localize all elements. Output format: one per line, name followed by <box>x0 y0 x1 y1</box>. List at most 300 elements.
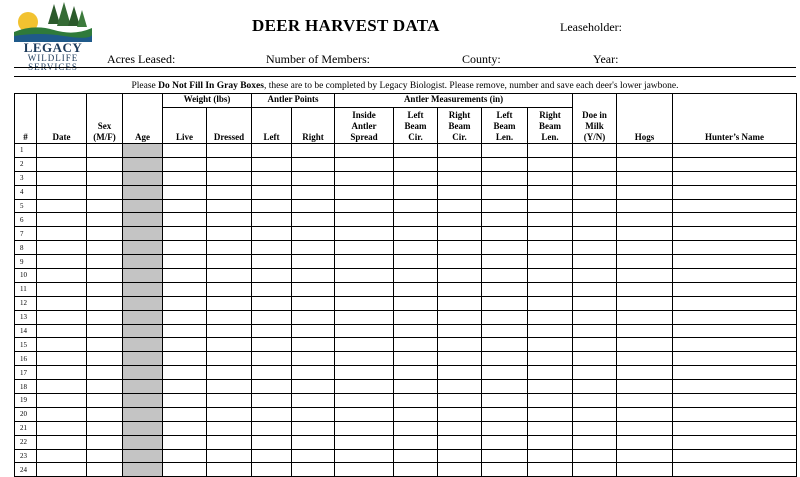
entry-cell[interactable] <box>37 269 87 283</box>
entry-cell[interactable] <box>292 144 335 158</box>
entry-cell[interactable] <box>207 171 252 185</box>
entry-cell[interactable] <box>335 241 394 255</box>
entry-cell[interactable] <box>573 269 617 283</box>
entry-cell[interactable] <box>252 241 292 255</box>
entry-cell[interactable] <box>394 282 438 296</box>
entry-cell[interactable] <box>482 380 528 394</box>
entry-cell[interactable] <box>394 310 438 324</box>
entry-cell[interactable] <box>528 324 573 338</box>
entry-cell[interactable] <box>87 255 123 269</box>
entry-cell[interactable] <box>335 185 394 199</box>
entry-cell[interactable] <box>394 157 438 171</box>
entry-cell[interactable] <box>37 407 87 421</box>
entry-cell[interactable] <box>528 394 573 408</box>
entry-cell[interactable] <box>394 241 438 255</box>
entry-cell[interactable] <box>292 255 335 269</box>
entry-cell[interactable] <box>292 463 335 477</box>
entry-cell[interactable] <box>617 199 673 213</box>
entry-cell[interactable] <box>573 157 617 171</box>
entry-cell[interactable] <box>394 394 438 408</box>
entry-cell[interactable] <box>482 449 528 463</box>
entry-cell[interactable] <box>37 157 87 171</box>
entry-cell[interactable] <box>394 338 438 352</box>
entry-cell[interactable] <box>252 310 292 324</box>
entry-cell[interactable] <box>673 449 797 463</box>
entry-cell[interactable] <box>482 338 528 352</box>
entry-cell[interactable] <box>617 213 673 227</box>
entry-cell[interactable] <box>252 296 292 310</box>
entry-cell[interactable] <box>292 171 335 185</box>
entry-cell[interactable] <box>438 269 482 283</box>
entry-cell[interactable] <box>163 449 207 463</box>
entry-cell[interactable] <box>482 144 528 158</box>
entry-cell[interactable] <box>37 338 87 352</box>
entry-cell[interactable] <box>207 421 252 435</box>
entry-cell[interactable] <box>673 394 797 408</box>
entry-cell[interactable] <box>87 435 123 449</box>
entry-cell[interactable] <box>37 394 87 408</box>
entry-cell[interactable] <box>394 296 438 310</box>
entry-cell[interactable] <box>394 352 438 366</box>
entry-cell[interactable] <box>207 241 252 255</box>
entry-cell[interactable] <box>292 407 335 421</box>
entry-cell[interactable] <box>482 185 528 199</box>
entry-cell[interactable] <box>87 380 123 394</box>
entry-cell[interactable] <box>528 213 573 227</box>
entry-cell[interactable] <box>438 449 482 463</box>
entry-cell[interactable] <box>292 394 335 408</box>
entry-cell[interactable] <box>528 421 573 435</box>
entry-cell[interactable] <box>252 144 292 158</box>
entry-cell[interactable] <box>292 449 335 463</box>
entry-cell[interactable] <box>673 144 797 158</box>
entry-cell[interactable] <box>163 282 207 296</box>
entry-cell[interactable] <box>335 407 394 421</box>
entry-cell[interactable] <box>335 157 394 171</box>
entry-cell[interactable] <box>673 366 797 380</box>
entry-cell[interactable] <box>394 463 438 477</box>
entry-cell[interactable] <box>528 227 573 241</box>
entry-cell[interactable] <box>438 338 482 352</box>
entry-cell[interactable] <box>573 394 617 408</box>
entry-cell[interactable] <box>573 366 617 380</box>
entry-cell[interactable] <box>252 380 292 394</box>
entry-cell[interactable] <box>673 352 797 366</box>
entry-cell[interactable] <box>335 199 394 213</box>
entry-cell[interactable] <box>37 213 87 227</box>
entry-cell[interactable] <box>335 366 394 380</box>
entry-cell[interactable] <box>163 185 207 199</box>
entry-cell[interactable] <box>673 463 797 477</box>
entry-cell[interactable] <box>87 171 123 185</box>
entry-cell[interactable] <box>292 338 335 352</box>
entry-cell[interactable] <box>252 269 292 283</box>
entry-cell[interactable] <box>252 407 292 421</box>
entry-cell[interactable] <box>252 227 292 241</box>
entry-cell[interactable] <box>207 449 252 463</box>
entry-cell[interactable] <box>438 352 482 366</box>
entry-cell[interactable] <box>87 282 123 296</box>
entry-cell[interactable] <box>617 241 673 255</box>
entry-cell[interactable] <box>163 144 207 158</box>
entry-cell[interactable] <box>163 338 207 352</box>
entry-cell[interactable] <box>87 366 123 380</box>
entry-cell[interactable] <box>528 407 573 421</box>
entry-cell[interactable] <box>335 324 394 338</box>
entry-cell[interactable] <box>163 157 207 171</box>
entry-cell[interactable] <box>252 255 292 269</box>
entry-cell[interactable] <box>37 199 87 213</box>
entry-cell[interactable] <box>207 227 252 241</box>
entry-cell[interactable] <box>528 435 573 449</box>
entry-cell[interactable] <box>617 394 673 408</box>
entry-cell[interactable] <box>252 157 292 171</box>
entry-cell[interactable] <box>207 199 252 213</box>
entry-cell[interactable] <box>335 296 394 310</box>
entry-cell[interactable] <box>163 324 207 338</box>
entry-cell[interactable] <box>37 255 87 269</box>
entry-cell[interactable] <box>573 213 617 227</box>
entry-cell[interactable] <box>482 241 528 255</box>
entry-cell[interactable] <box>252 282 292 296</box>
entry-cell[interactable] <box>573 338 617 352</box>
entry-cell[interactable] <box>673 296 797 310</box>
entry-cell[interactable] <box>163 394 207 408</box>
entry-cell[interactable] <box>292 296 335 310</box>
entry-cell[interactable] <box>438 171 482 185</box>
entry-cell[interactable] <box>528 255 573 269</box>
entry-cell[interactable] <box>573 435 617 449</box>
entry-cell[interactable] <box>37 449 87 463</box>
entry-cell[interactable] <box>207 366 252 380</box>
entry-cell[interactable] <box>37 282 87 296</box>
entry-cell[interactable] <box>207 463 252 477</box>
entry-cell[interactable] <box>573 144 617 158</box>
entry-cell[interactable] <box>528 144 573 158</box>
entry-cell[interactable] <box>394 366 438 380</box>
entry-cell[interactable] <box>438 213 482 227</box>
entry-cell[interactable] <box>252 352 292 366</box>
entry-cell[interactable] <box>617 380 673 394</box>
entry-cell[interactable] <box>482 310 528 324</box>
entry-cell[interactable] <box>292 366 335 380</box>
entry-cell[interactable] <box>207 296 252 310</box>
entry-cell[interactable] <box>617 338 673 352</box>
entry-cell[interactable] <box>573 324 617 338</box>
entry-cell[interactable] <box>37 241 87 255</box>
entry-cell[interactable] <box>438 366 482 380</box>
entry-cell[interactable] <box>617 310 673 324</box>
entry-cell[interactable] <box>528 296 573 310</box>
entry-cell[interactable] <box>673 241 797 255</box>
entry-cell[interactable] <box>87 157 123 171</box>
entry-cell[interactable] <box>482 352 528 366</box>
entry-cell[interactable] <box>438 421 482 435</box>
entry-cell[interactable] <box>673 185 797 199</box>
entry-cell[interactable] <box>163 463 207 477</box>
entry-cell[interactable] <box>163 435 207 449</box>
entry-cell[interactable] <box>292 213 335 227</box>
entry-cell[interactable] <box>482 227 528 241</box>
entry-cell[interactable] <box>87 421 123 435</box>
entry-cell[interactable] <box>573 171 617 185</box>
entry-cell[interactable] <box>673 157 797 171</box>
entry-cell[interactable] <box>673 435 797 449</box>
entry-cell[interactable] <box>163 255 207 269</box>
entry-cell[interactable] <box>438 435 482 449</box>
entry-cell[interactable] <box>207 338 252 352</box>
entry-cell[interactable] <box>617 352 673 366</box>
entry-cell[interactable] <box>482 269 528 283</box>
entry-cell[interactable] <box>573 296 617 310</box>
entry-cell[interactable] <box>252 213 292 227</box>
entry-cell[interactable] <box>163 269 207 283</box>
entry-cell[interactable] <box>335 282 394 296</box>
entry-cell[interactable] <box>207 269 252 283</box>
entry-cell[interactable] <box>482 255 528 269</box>
entry-cell[interactable] <box>37 171 87 185</box>
entry-cell[interactable] <box>482 366 528 380</box>
entry-cell[interactable] <box>573 282 617 296</box>
entry-cell[interactable] <box>163 171 207 185</box>
entry-cell[interactable] <box>292 199 335 213</box>
entry-cell[interactable] <box>394 380 438 394</box>
entry-cell[interactable] <box>335 380 394 394</box>
entry-cell[interactable] <box>207 407 252 421</box>
entry-cell[interactable] <box>37 324 87 338</box>
entry-cell[interactable] <box>163 380 207 394</box>
entry-cell[interactable] <box>87 185 123 199</box>
entry-cell[interactable] <box>87 227 123 241</box>
entry-cell[interactable] <box>163 227 207 241</box>
entry-cell[interactable] <box>617 449 673 463</box>
entry-cell[interactable] <box>252 421 292 435</box>
entry-cell[interactable] <box>87 310 123 324</box>
entry-cell[interactable] <box>673 421 797 435</box>
entry-cell[interactable] <box>87 324 123 338</box>
entry-cell[interactable] <box>528 269 573 283</box>
entry-cell[interactable] <box>87 394 123 408</box>
entry-cell[interactable] <box>673 338 797 352</box>
entry-cell[interactable] <box>394 185 438 199</box>
entry-cell[interactable] <box>482 296 528 310</box>
entry-cell[interactable] <box>438 296 482 310</box>
entry-cell[interactable] <box>335 255 394 269</box>
entry-cell[interactable] <box>87 352 123 366</box>
entry-cell[interactable] <box>394 324 438 338</box>
entry-cell[interactable] <box>163 199 207 213</box>
entry-cell[interactable] <box>335 269 394 283</box>
entry-cell[interactable] <box>482 394 528 408</box>
entry-cell[interactable] <box>163 421 207 435</box>
entry-cell[interactable] <box>292 310 335 324</box>
entry-cell[interactable] <box>438 380 482 394</box>
entry-cell[interactable] <box>673 380 797 394</box>
entry-cell[interactable] <box>252 324 292 338</box>
entry-cell[interactable] <box>528 366 573 380</box>
entry-cell[interactable] <box>394 435 438 449</box>
entry-cell[interactable] <box>528 310 573 324</box>
entry-cell[interactable] <box>482 463 528 477</box>
entry-cell[interactable] <box>207 352 252 366</box>
entry-cell[interactable] <box>252 338 292 352</box>
entry-cell[interactable] <box>252 366 292 380</box>
entry-cell[interactable] <box>87 213 123 227</box>
entry-cell[interactable] <box>335 227 394 241</box>
entry-cell[interactable] <box>438 144 482 158</box>
entry-cell[interactable] <box>617 171 673 185</box>
entry-cell[interactable] <box>252 185 292 199</box>
entry-cell[interactable] <box>335 171 394 185</box>
entry-cell[interactable] <box>673 310 797 324</box>
entry-cell[interactable] <box>673 255 797 269</box>
entry-cell[interactable] <box>573 199 617 213</box>
entry-cell[interactable] <box>573 310 617 324</box>
entry-cell[interactable] <box>87 144 123 158</box>
entry-cell[interactable] <box>37 227 87 241</box>
entry-cell[interactable] <box>292 324 335 338</box>
entry-cell[interactable] <box>528 157 573 171</box>
entry-cell[interactable] <box>617 366 673 380</box>
entry-cell[interactable] <box>617 282 673 296</box>
entry-cell[interactable] <box>617 463 673 477</box>
entry-cell[interactable] <box>163 296 207 310</box>
entry-cell[interactable] <box>438 394 482 408</box>
entry-cell[interactable] <box>252 449 292 463</box>
entry-cell[interactable] <box>394 144 438 158</box>
entry-cell[interactable] <box>207 213 252 227</box>
entry-cell[interactable] <box>207 394 252 408</box>
entry-cell[interactable] <box>37 352 87 366</box>
entry-cell[interactable] <box>482 435 528 449</box>
entry-cell[interactable] <box>617 296 673 310</box>
entry-cell[interactable] <box>207 282 252 296</box>
entry-cell[interactable] <box>87 199 123 213</box>
entry-cell[interactable] <box>573 380 617 394</box>
entry-cell[interactable] <box>573 352 617 366</box>
entry-cell[interactable] <box>37 421 87 435</box>
entry-cell[interactable] <box>335 435 394 449</box>
entry-cell[interactable] <box>207 185 252 199</box>
entry-cell[interactable] <box>673 171 797 185</box>
entry-cell[interactable] <box>252 435 292 449</box>
entry-cell[interactable] <box>482 213 528 227</box>
entry-cell[interactable] <box>673 407 797 421</box>
entry-cell[interactable] <box>528 282 573 296</box>
entry-cell[interactable] <box>394 449 438 463</box>
entry-cell[interactable] <box>528 171 573 185</box>
entry-cell[interactable] <box>335 421 394 435</box>
entry-cell[interactable] <box>207 144 252 158</box>
entry-cell[interactable] <box>438 157 482 171</box>
entry-cell[interactable] <box>528 241 573 255</box>
entry-cell[interactable] <box>573 241 617 255</box>
entry-cell[interactable] <box>617 157 673 171</box>
entry-cell[interactable] <box>438 282 482 296</box>
entry-cell[interactable] <box>207 324 252 338</box>
entry-cell[interactable] <box>528 199 573 213</box>
entry-cell[interactable] <box>617 269 673 283</box>
entry-cell[interactable] <box>292 380 335 394</box>
entry-cell[interactable] <box>37 310 87 324</box>
entry-cell[interactable] <box>163 352 207 366</box>
entry-cell[interactable] <box>87 449 123 463</box>
entry-cell[interactable] <box>573 463 617 477</box>
entry-cell[interactable] <box>207 157 252 171</box>
entry-cell[interactable] <box>617 255 673 269</box>
entry-cell[interactable] <box>252 171 292 185</box>
entry-cell[interactable] <box>292 241 335 255</box>
entry-cell[interactable] <box>207 380 252 394</box>
entry-cell[interactable] <box>252 199 292 213</box>
entry-cell[interactable] <box>482 282 528 296</box>
entry-cell[interactable] <box>573 227 617 241</box>
entry-cell[interactable] <box>335 310 394 324</box>
entry-cell[interactable] <box>207 255 252 269</box>
entry-cell[interactable] <box>617 227 673 241</box>
entry-cell[interactable] <box>528 185 573 199</box>
entry-cell[interactable] <box>673 324 797 338</box>
entry-cell[interactable] <box>528 449 573 463</box>
entry-cell[interactable] <box>37 380 87 394</box>
entry-cell[interactable] <box>482 171 528 185</box>
entry-cell[interactable] <box>394 213 438 227</box>
entry-cell[interactable] <box>87 269 123 283</box>
entry-cell[interactable] <box>87 296 123 310</box>
entry-cell[interactable] <box>573 449 617 463</box>
entry-cell[interactable] <box>163 241 207 255</box>
entry-cell[interactable] <box>617 185 673 199</box>
entry-cell[interactable] <box>87 338 123 352</box>
entry-cell[interactable] <box>37 296 87 310</box>
entry-cell[interactable] <box>438 241 482 255</box>
entry-cell[interactable] <box>252 394 292 408</box>
entry-cell[interactable] <box>335 449 394 463</box>
entry-cell[interactable] <box>482 421 528 435</box>
entry-cell[interactable] <box>438 255 482 269</box>
entry-cell[interactable] <box>394 227 438 241</box>
entry-cell[interactable] <box>394 255 438 269</box>
entry-cell[interactable] <box>573 255 617 269</box>
entry-cell[interactable] <box>37 366 87 380</box>
entry-cell[interactable] <box>335 213 394 227</box>
entry-cell[interactable] <box>292 269 335 283</box>
entry-cell[interactable] <box>573 185 617 199</box>
entry-cell[interactable] <box>573 421 617 435</box>
entry-cell[interactable] <box>87 407 123 421</box>
entry-cell[interactable] <box>292 352 335 366</box>
entry-cell[interactable] <box>37 435 87 449</box>
entry-cell[interactable] <box>438 227 482 241</box>
entry-cell[interactable] <box>292 185 335 199</box>
entry-cell[interactable] <box>163 310 207 324</box>
entry-cell[interactable] <box>528 380 573 394</box>
entry-cell[interactable] <box>673 199 797 213</box>
entry-cell[interactable] <box>617 144 673 158</box>
entry-cell[interactable] <box>87 463 123 477</box>
entry-cell[interactable] <box>617 324 673 338</box>
entry-cell[interactable] <box>528 463 573 477</box>
entry-cell[interactable] <box>438 185 482 199</box>
entry-cell[interactable] <box>394 407 438 421</box>
entry-cell[interactable] <box>673 269 797 283</box>
entry-cell[interactable] <box>394 199 438 213</box>
entry-cell[interactable] <box>37 463 87 477</box>
entry-cell[interactable] <box>163 366 207 380</box>
entry-cell[interactable] <box>438 324 482 338</box>
entry-cell[interactable] <box>335 338 394 352</box>
entry-cell[interactable] <box>252 463 292 477</box>
